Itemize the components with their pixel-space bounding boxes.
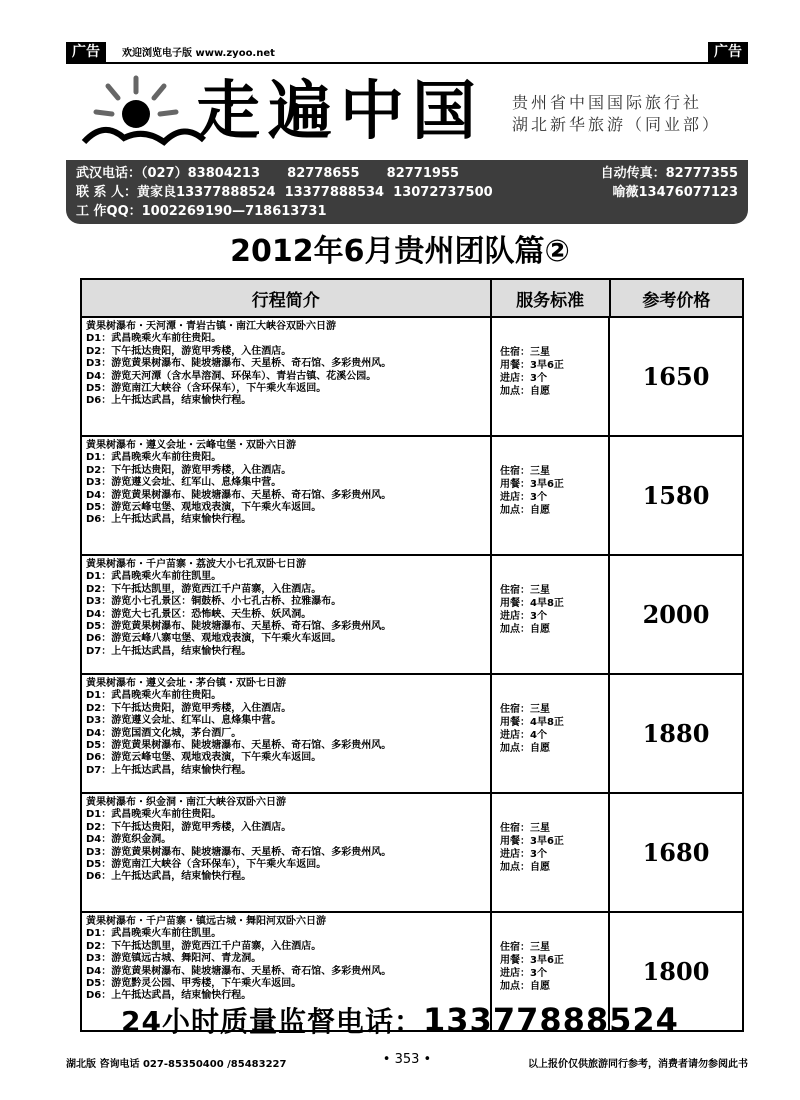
- contact-phones: 武汉电话：（027）83804213 82778655 82771955: [76, 166, 460, 181]
- day-item: D5：游览南江大峡谷（含环保车），下午乘火车返回。: [86, 383, 327, 395]
- contact-fax: 自动传真：82777355: [600, 166, 738, 181]
- day-item: D1：武昌晚乘火车前往贵阳。: [86, 452, 222, 464]
- day-item: D3：游览黄果树瀑布、陡坡塘瀑布、天星桥、奇石馆、多彩贵州风。: [86, 358, 392, 370]
- service-item: 进店：3个: [500, 373, 547, 384]
- service-item: 住宿：三星: [500, 942, 550, 953]
- price-cell: 1680: [642, 838, 710, 867]
- service-item: 加点：自愿: [500, 862, 550, 873]
- route-name: 黄果树瀑布・千户苗寨・荔波大小七孔双卧七日游: [86, 559, 306, 570]
- header-service: 服务标准: [492, 280, 611, 316]
- service-cell: [492, 556, 610, 673]
- hotline-label: 24小时质量监督电话：: [121, 1005, 424, 1038]
- day-item: D6：上午抵达武昌，结束愉快行程。: [86, 990, 252, 1002]
- route-name: 黄果树瀑布・遵义会址・云峰屯堡・双卧六日游: [86, 440, 296, 451]
- agency-names: [512, 92, 721, 136]
- day-item: D1：武昌晚乘火车前往贵阳。: [86, 333, 222, 345]
- day-item: D3：游览黄果树瀑布、陡坡塘瀑布、天星桥、奇石馆、多彩贵州风。: [86, 846, 392, 858]
- day-item: D4：游览国酒文化城，茅台酒厂。: [86, 727, 242, 739]
- service-item: 进店：3个: [500, 849, 547, 860]
- service-item: 进店：3个: [500, 968, 547, 979]
- service-item: 进店：4个: [500, 730, 547, 741]
- route-name: 黄果树瀑布・织金洞・南江大峡谷双卧六日游: [86, 797, 286, 808]
- day-item: D2：下午抵达贵阳，游览甲秀楼，入住酒店。: [86, 345, 292, 357]
- price-cell: 1880: [642, 719, 710, 748]
- day-item: D4：游览天河潭（含水旱溶洞、环保车）、青岩古镇、花溪公园。: [86, 370, 377, 382]
- service-item: 住宿：三星: [500, 466, 550, 477]
- day-item: D6：上午抵达武昌，结束愉快行程。: [86, 871, 252, 883]
- contact-person-2: 喻薇13476077123: [612, 185, 738, 200]
- day-item: D3：游览小七孔景区：铜鼓桥、小七孔古桥、拉雅瀑布。: [86, 596, 342, 608]
- service-cell: [492, 437, 610, 554]
- header-itinerary: 行程简介: [82, 280, 492, 316]
- contact-persons: 联 系 人：黄家良13377888524 13377888534 13072737500: [76, 185, 493, 200]
- service-item: 加点：自愿: [500, 743, 550, 754]
- service-item: 加点：自愿: [500, 981, 550, 992]
- price-cell: 1800: [642, 957, 710, 986]
- service-item: 住宿：三星: [500, 823, 550, 834]
- day-item: D3：游览镇远古城、舞阳河、青龙洞。: [86, 953, 262, 965]
- day-item: D7：上午抵达武昌，结束愉快行程。: [86, 764, 252, 776]
- day-item: D1：武昌晚乘火车前往凯里。: [86, 928, 222, 940]
- day-item: D3：游览遵义会址、红军山、息烽集中营。: [86, 715, 282, 727]
- banner: [66, 64, 748, 160]
- service-item: 进店：3个: [500, 611, 547, 622]
- service-item: 加点：自愿: [500, 624, 550, 635]
- service-item: 住宿：三星: [500, 585, 550, 596]
- agency-line-2: 湖北新华旅游（同业部）: [512, 115, 722, 134]
- sun-logo-icon: [74, 72, 214, 152]
- footer-right: 以上报价仅供旅游同行参考，消费者请勿参阅此书: [528, 1059, 748, 1070]
- tour-table: [80, 278, 744, 1032]
- day-item: D4：游览织金洞。: [86, 834, 172, 846]
- itinerary-cell: [82, 437, 492, 554]
- service-item: 进店：3个: [500, 492, 547, 503]
- price-cell: 2000: [642, 600, 710, 629]
- itinerary-cell: [82, 675, 492, 792]
- day-item: D2：下午抵达凯里，游览西江千户苗寨，入住酒店。: [86, 583, 322, 595]
- itinerary-cell: [82, 556, 492, 673]
- day-item: D1：武昌晚乘火车前往贵阳。: [86, 809, 222, 821]
- day-item: D4：游览黄果树瀑布、陡坡塘瀑布、天星桥、奇石馆、多彩贵州风。: [86, 489, 392, 501]
- day-item: D2：下午抵达凯里，游览西江千户苗寨，入住酒店。: [86, 940, 322, 952]
- service-cell: [492, 794, 610, 911]
- day-item: D4：游览黄果树瀑布、陡坡塘瀑布、天星桥、奇石馆、多彩贵州风。: [86, 965, 392, 977]
- day-item: D5：游览云峰屯堡、观地戏表演，下午乘火车返回。: [86, 502, 322, 514]
- route-name: 黄果树瀑布・遵义会址・茅台镇・双卧七日游: [86, 678, 286, 689]
- table-header: [82, 280, 742, 318]
- ad-tag-right: 广告: [708, 42, 748, 62]
- page-number: • 353 •: [382, 1052, 432, 1067]
- service-item: 住宿：三星: [500, 704, 550, 715]
- page-title: 2012年6月贵州团队篇②: [230, 234, 570, 269]
- day-item: D2：下午抵达贵阳，游览甲秀楼，入住酒店。: [86, 464, 292, 476]
- brand-logo-text: 走遍中国: [196, 74, 484, 149]
- contact-block: [66, 160, 748, 224]
- footer: [66, 1052, 748, 1070]
- day-item: D5：游览黄果树瀑布、陡坡塘瀑布、天星桥、奇石馆、多彩贵州风。: [86, 621, 392, 633]
- table-row: [82, 318, 742, 437]
- service-item: 用餐：3早6正: [500, 360, 564, 371]
- day-item: D6：游览云峰屯堡、观地戏表演，下午乘火车返回。: [86, 752, 322, 764]
- day-item: D3：游览遵义会址、红军山、息烽集中营。: [86, 477, 282, 489]
- table-body: [82, 318, 742, 1030]
- day-item: D4：游览大七孔景区：恐怖峡、天生桥、妖风洞。: [86, 608, 312, 620]
- day-item: D1：武昌晚乘火车前往贵阳。: [86, 690, 222, 702]
- day-item: D5：游览南江大峡谷（含环保车），下午乘火车返回。: [86, 859, 327, 871]
- agency-line-1: 贵州省中国国际旅行社: [512, 93, 703, 112]
- service-cell: [492, 318, 610, 435]
- service-item: 加点：自愿: [500, 505, 550, 516]
- day-item: D5：游览黄果树瀑布、陡坡塘瀑布、天星桥、奇石馆、多彩贵州风。: [86, 740, 392, 752]
- service-cell: [492, 675, 610, 792]
- header-price: 参考价格: [642, 290, 711, 311]
- route-name: 黄果树瀑布・天河潭・青岩古镇・南江大峡谷双卧六日游: [86, 321, 336, 332]
- top-bar: [66, 42, 748, 64]
- day-item: D2：下午抵达贵阳，游览甲秀楼，入住酒店。: [86, 702, 292, 714]
- service-item: 加点：自愿: [500, 386, 550, 397]
- contact-qq: 工 作QQ：1002269190—718613731: [76, 204, 327, 219]
- service-item: 住宿：三星: [500, 347, 550, 358]
- day-item: D7：上午抵达武昌，结束愉快行程。: [86, 645, 252, 657]
- footer-left: 湖北版 咨询电话 027-85350400 /85483227: [66, 1059, 287, 1070]
- service-item: 用餐：4早8正: [500, 598, 564, 609]
- service-item: 用餐：3早6正: [500, 836, 564, 847]
- welcome-text: 欢迎浏览电子版 www.zyoo.net: [122, 48, 275, 59]
- table-row: [82, 794, 742, 913]
- hotline-number: 13377888524: [423, 1001, 679, 1039]
- ad-tag-left: 广告: [66, 42, 106, 62]
- day-item: D2：下午抵达贵阳，游览甲秀楼，入住酒店。: [86, 821, 292, 833]
- table-row: [82, 675, 742, 794]
- service-item: 用餐：3早6正: [500, 479, 564, 490]
- table-row: [82, 556, 742, 675]
- price-cell: 1650: [642, 362, 710, 391]
- day-item: D5：游览黔灵公园、甲秀楼，下午乘火车返回。: [86, 978, 302, 990]
- price-cell: 1580: [642, 481, 710, 510]
- itinerary-cell: [82, 794, 492, 911]
- service-item: 用餐：3早6正: [500, 955, 564, 966]
- itinerary-cell: [82, 318, 492, 435]
- hotline: [0, 1000, 800, 1042]
- table-row: [82, 437, 742, 556]
- day-item: D6：上午抵达武昌，结束愉快行程。: [86, 514, 252, 526]
- route-name: 黄果树瀑布・千户苗寨・镇远古城・舞阳河双卧六日游: [86, 916, 326, 927]
- service-item: 用餐：4早8正: [500, 717, 564, 728]
- day-item: D6：上午抵达武昌，结束愉快行程。: [86, 395, 252, 407]
- day-item: D1：武昌晚乘火车前往凯里。: [86, 571, 222, 583]
- day-item: D6：游览云峰八寨屯堡、观地戏表演，下午乘火车返回。: [86, 633, 342, 645]
